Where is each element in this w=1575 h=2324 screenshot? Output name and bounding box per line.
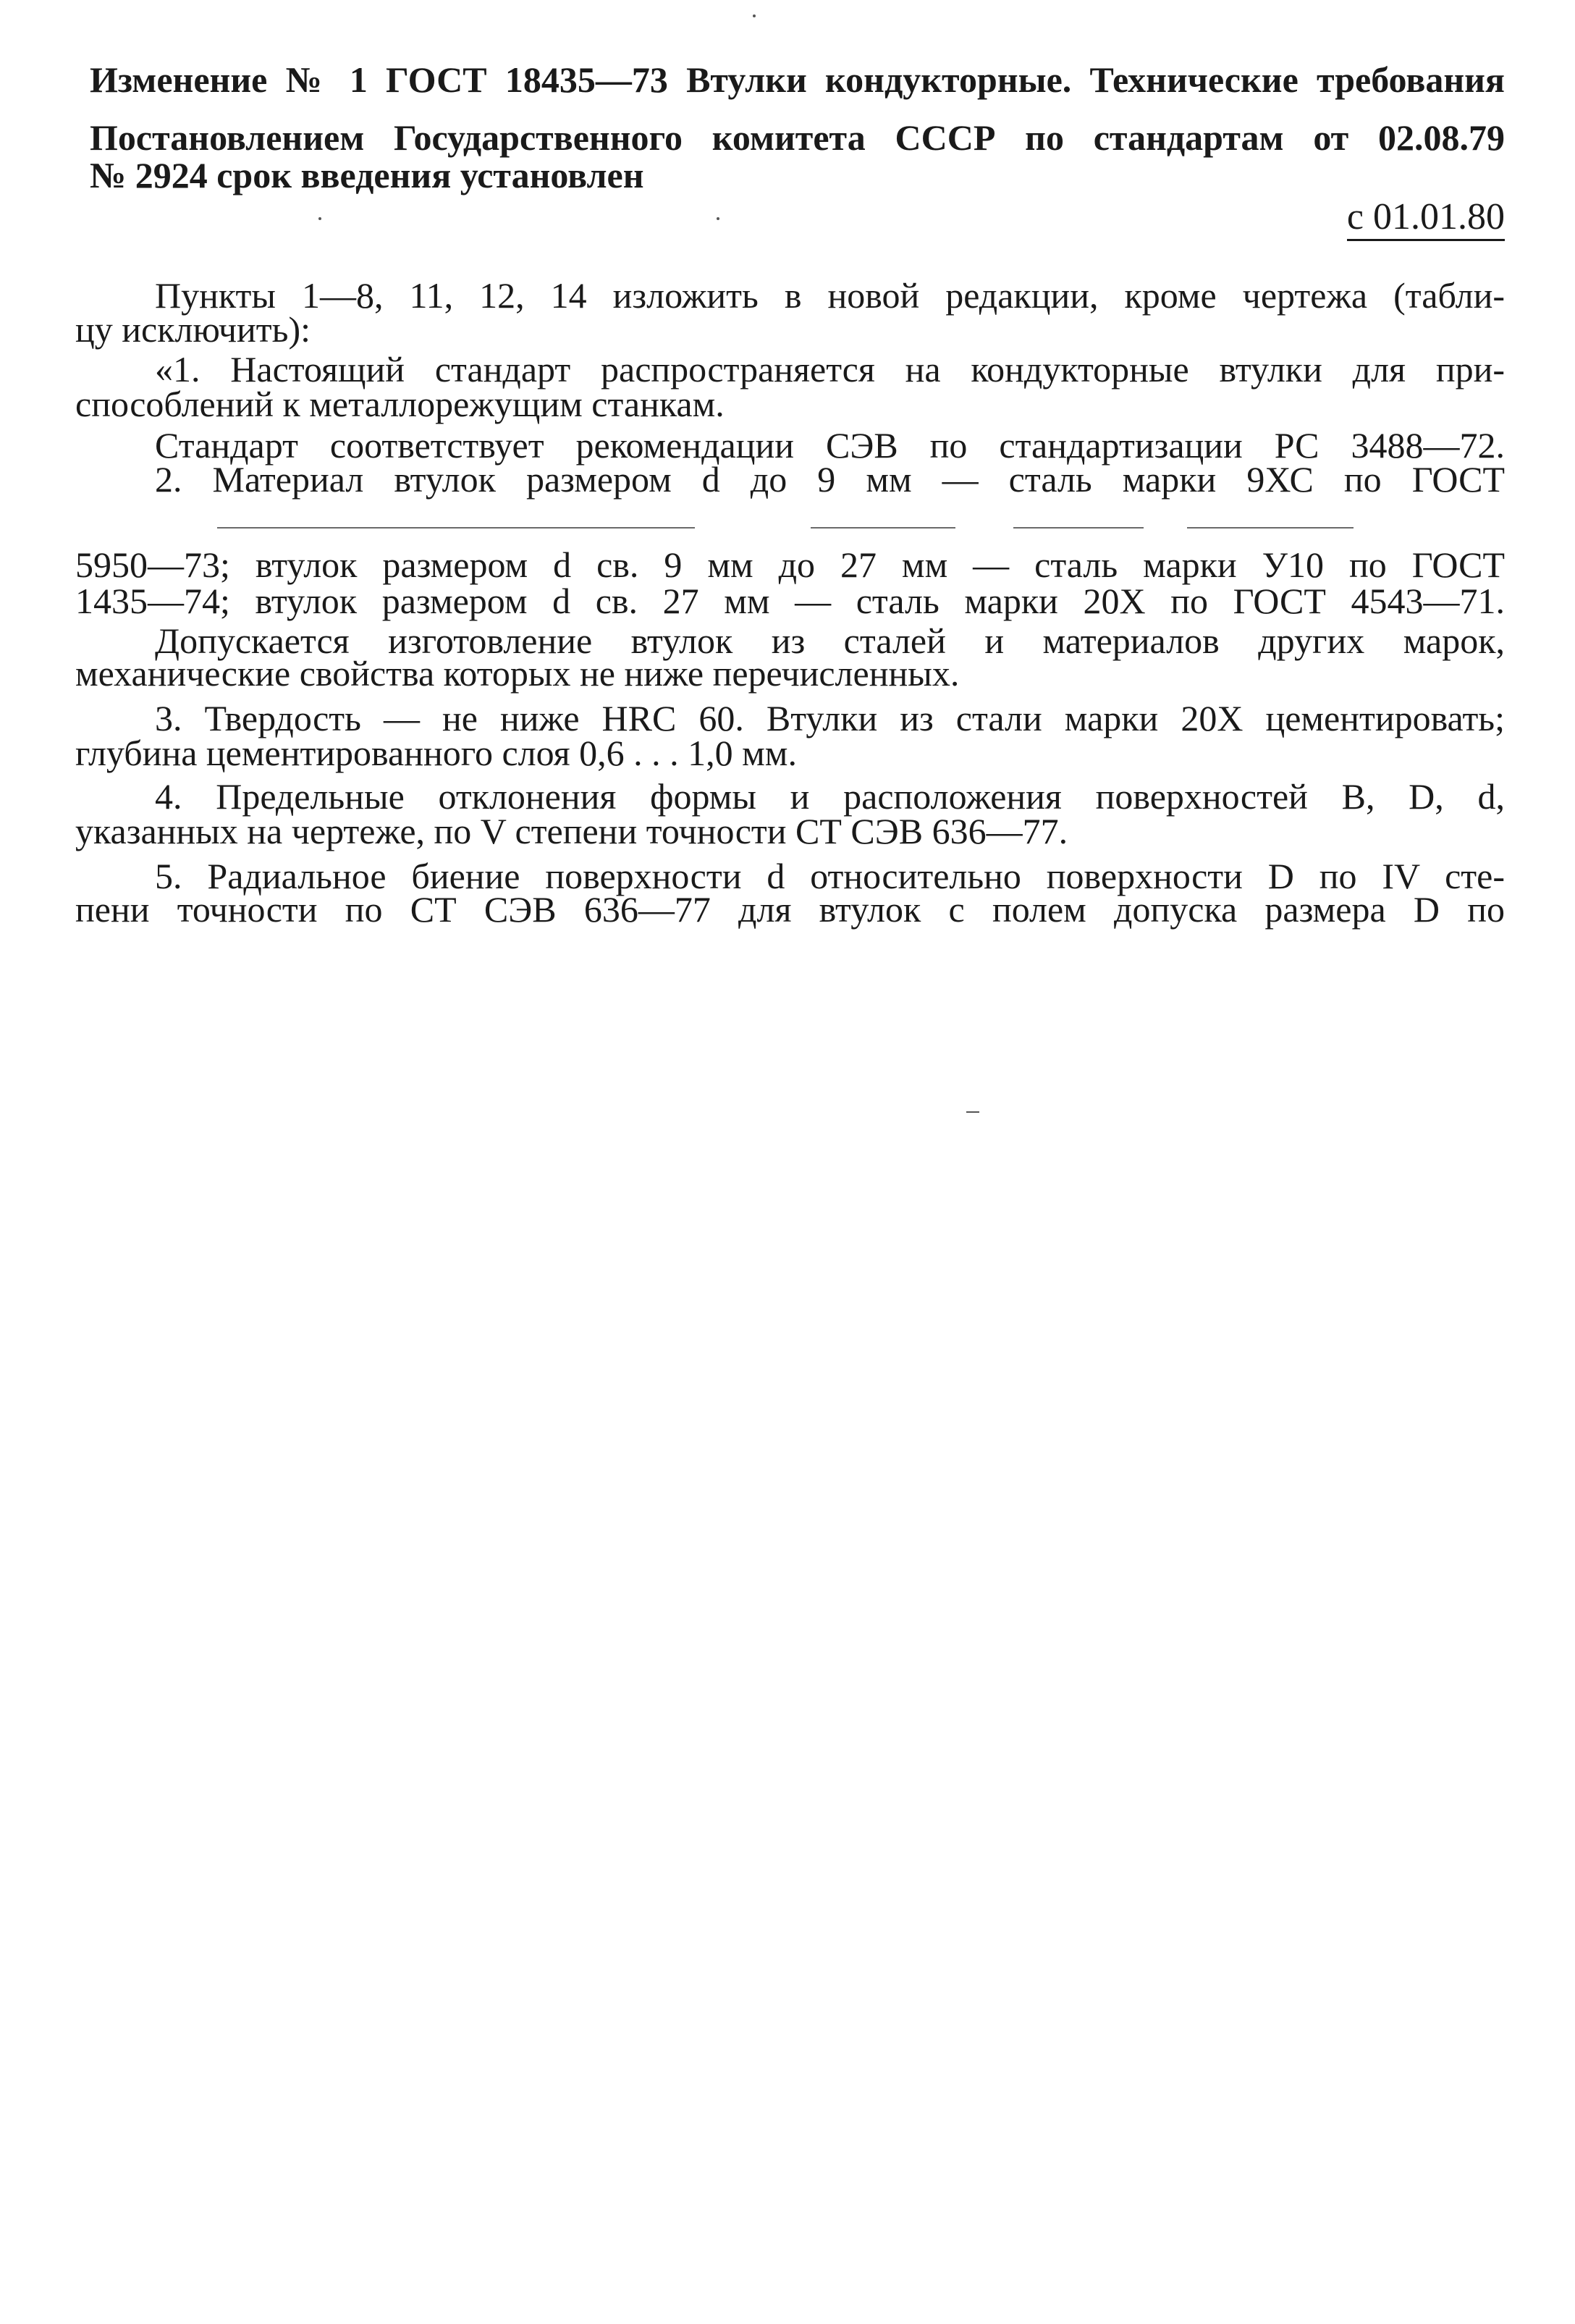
separator-rule	[811, 527, 955, 529]
text-line: пени точности по СТ СЭВ 636—77 для втулок с полем допуска размера D по	[75, 889, 1505, 930]
text-line: 1435—74; втулок размером d св. 27 мм — сталь марки 20Х по ГОСТ 4543—71.	[75, 581, 1505, 621]
effective-date-text: с 01.01.80	[1347, 196, 1505, 241]
text-line: 3. Твердость — не ниже HRC 60. Втулки из стали марки 20Х цементировать;	[155, 698, 1505, 738]
text-line: механические свойства которых не ниже перечисленных.	[75, 653, 960, 694]
separator-rule	[217, 527, 695, 529]
text-line: глубина цементированного слоя 0,6 . . . 1,0 мм.	[75, 733, 797, 773]
text-line: указанных на чертеже, по V степени точности СТ СЭВ 636—77.	[75, 811, 1068, 851]
scan-speck	[318, 217, 321, 220]
scan-speck	[753, 14, 756, 17]
text-line: цу исключить):	[75, 309, 311, 350]
scan-speck	[717, 217, 719, 220]
separator-rule	[1013, 527, 1144, 529]
text-line: Допускается изготовление втулок из сталей и материалов других марок,	[155, 620, 1505, 661]
text-line: 5950—73; втулок размером d св. 9 мм до 27 мм — сталь марки У10 по ГОСТ	[75, 544, 1505, 585]
decree-line: Постановлением Государственного комитета СССР по стандартам от 02.08.79	[90, 117, 1505, 158]
text-line: Пункты 1—8, 11, 12, 14 изложить в новой редакции, кроме чертежа (табли-	[155, 275, 1505, 316]
text-line: способлений к металлорежущим станкам.	[75, 384, 725, 424]
text-line: 5. Радиальное биение поверхности d относительно поверхности D по IV сте-	[155, 856, 1505, 896]
text-line: «1. Настоящий стандарт распространяется на кондукторные втулки для при-	[155, 349, 1505, 390]
effective-date	[1347, 195, 1505, 239]
text-line: Стандарт соответствует рекомендации СЭВ по стандартизации РС 3488—72.	[155, 425, 1505, 466]
decree-number-line: № 2924 срок введения установлен	[90, 155, 644, 195]
text-line: 2. Материал втулок размером d до 9 мм — сталь марки 9ХС по ГОСТ	[155, 459, 1505, 500]
text-line: 4. Предельные отклонения формы и расположения поверхностей B, D, d,	[155, 776, 1505, 817]
separator-rule	[1187, 527, 1354, 529]
scan-speck	[966, 1111, 979, 1113]
amendment-title: Изменение № 1 ГОСТ 18435—73 Втулки кондукторные. Технические требования	[90, 59, 1505, 100]
